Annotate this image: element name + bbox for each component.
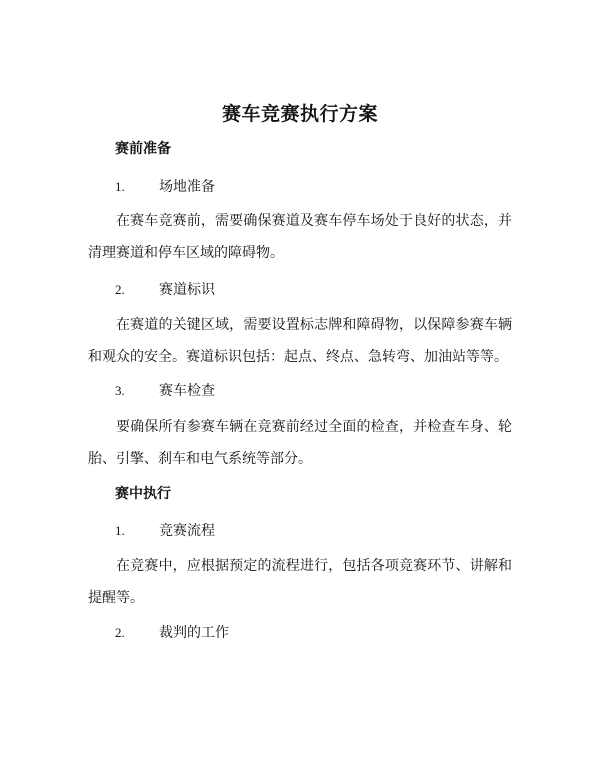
document-title: 赛车竞赛执行方案	[221, 103, 378, 125]
paragraph-car-inspection: 要确保所有参赛车辆在竞赛前经过全面的检查，并检查车身、轮胎、引擎、刹车和电气系统等部分。	[88, 419, 512, 467]
list-item-number: 2.	[115, 282, 125, 297]
paragraph-venue-prep: 在赛车竞赛前，需要确保赛道及赛车停车场处于良好的状态，并清理赛道和停车区域的障碍物。	[88, 213, 512, 261]
list-item-number: 2.	[115, 625, 125, 640]
section-heading-pre-race: 赛前准备	[115, 141, 171, 157]
list-item-label: 竞赛流程	[159, 523, 215, 539]
list-item-venue-prep	[115, 177, 215, 197]
list-item-track-signage	[115, 280, 215, 300]
list-item-label: 赛车检查	[159, 383, 215, 399]
list-item-label: 裁判的工作	[159, 625, 229, 641]
list-item-label: 赛道标识	[159, 282, 215, 298]
list-item-race-flow	[115, 521, 215, 541]
list-item-referee-work	[115, 623, 229, 643]
list-item-number: 1.	[115, 523, 125, 538]
list-item-label: 场地准备	[159, 179, 215, 195]
list-item-number: 3.	[115, 383, 125, 398]
list-item-car-inspection	[115, 381, 215, 401]
paragraph-race-flow: 在竞赛中，应根据预定的流程进行，包括各项竞赛环节、讲解和提醒等。	[88, 558, 512, 606]
section-heading-during-race: 赛中执行	[115, 486, 171, 502]
paragraph-track-signage: 在赛道的关键区域，需要设置标志牌和障碍物，以保障参赛车辆和观众的安全。赛道标识包括：起点、终点、急转弯、加油站等等。	[88, 317, 512, 365]
list-item-number: 1.	[115, 179, 125, 194]
